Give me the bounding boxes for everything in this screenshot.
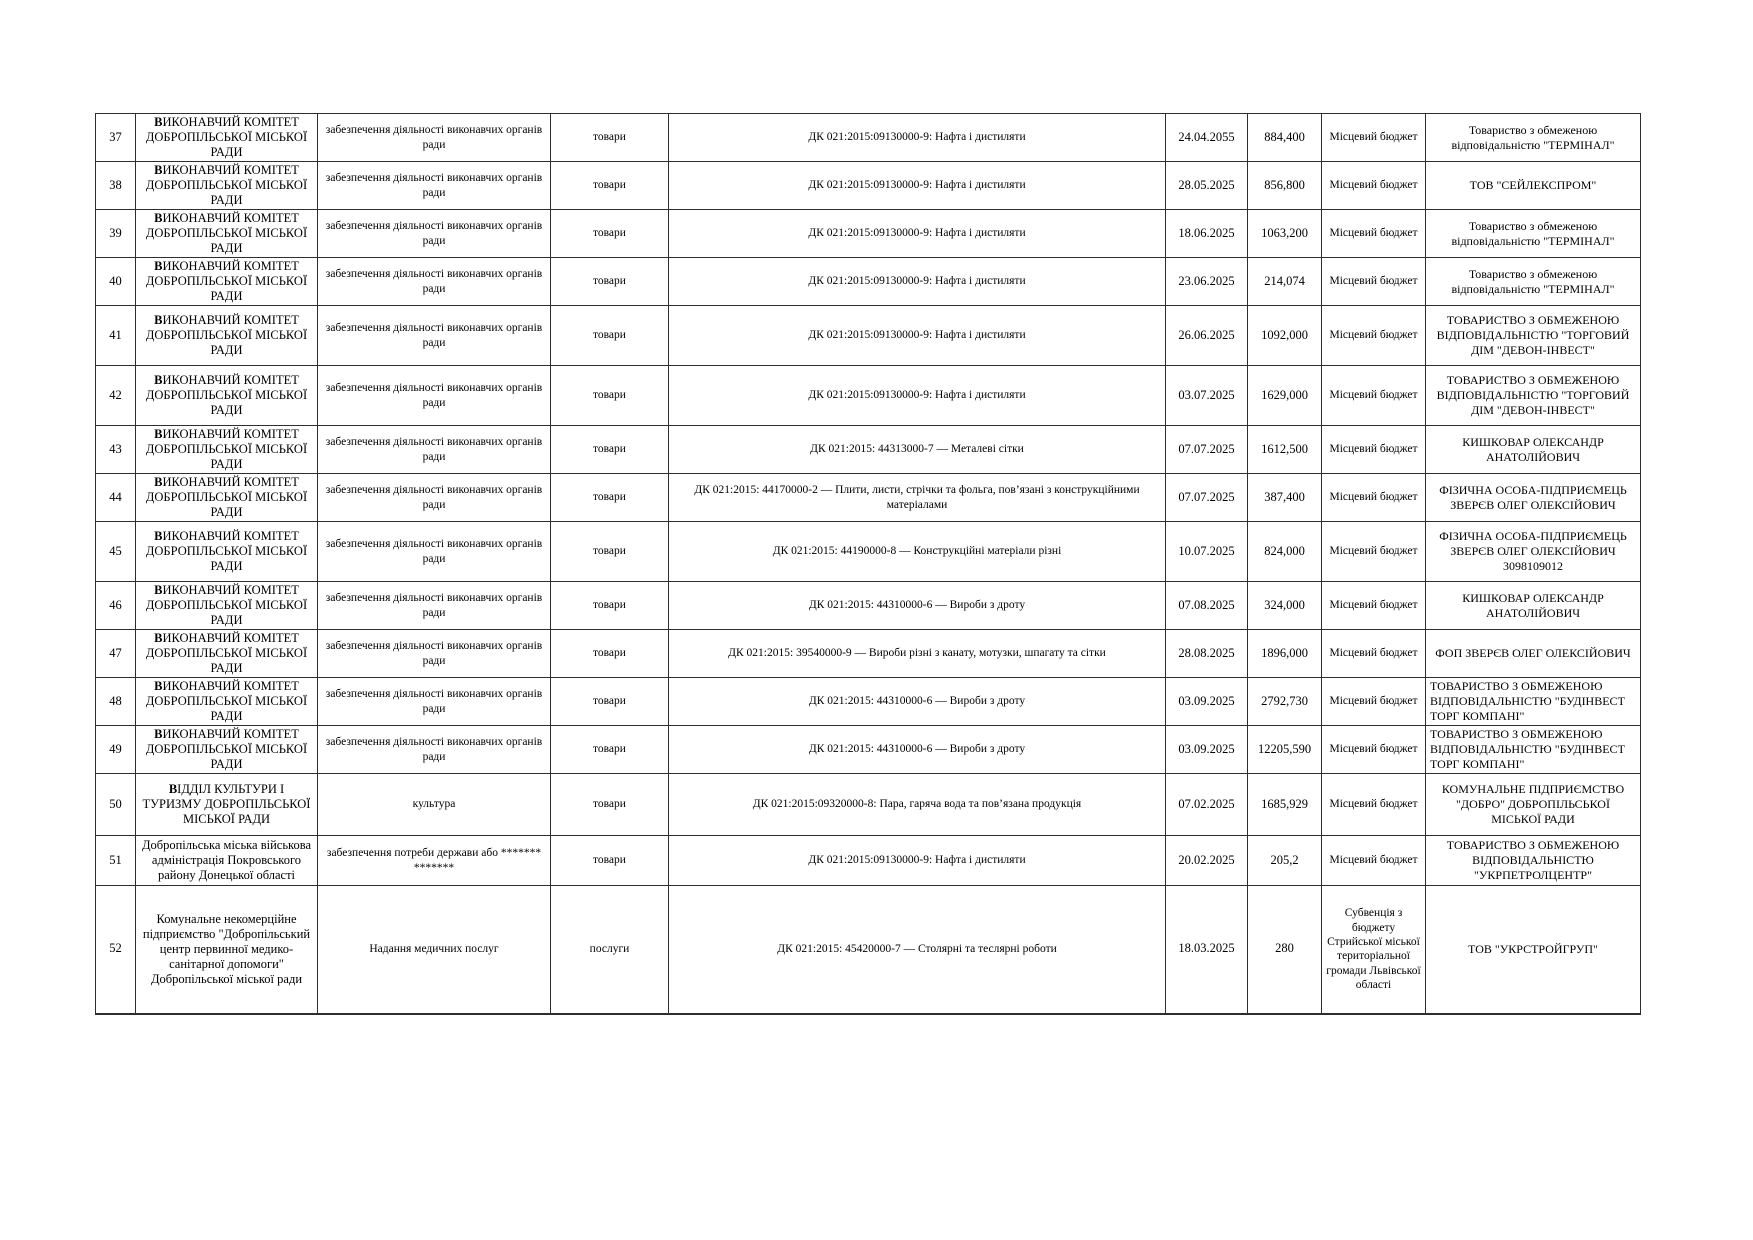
funding-source-cell: Місцевий бюджет [1322, 366, 1426, 426]
contract-amount-cell: 2792,730 [1248, 678, 1322, 726]
procurement-purpose-cell: культура [318, 774, 551, 836]
procurement-type-cell: товари [551, 836, 669, 886]
funding-source-cell: Місцевий бюджет [1322, 630, 1426, 678]
procurement-purpose-cell: забезпечення діяльності виконавчих органів ради [318, 582, 551, 630]
row-number-cell: 51 [96, 836, 136, 886]
organization-cell: ВИКОНАВЧИЙ КОМІТЕТ ДОБРОПІЛЬСЬКОЇ МІСЬКОЇ РАДИ [136, 114, 318, 162]
contract-amount-cell: 1896,000 [1248, 630, 1322, 678]
contract-amount-cell: 12205,590 [1248, 726, 1322, 774]
organization-cell: ВИКОНАВЧИЙ КОМІТЕТ ДОБРОПІЛЬСЬКОЇ МІСЬКОЇ РАДИ [136, 306, 318, 366]
table-body [96, 114, 1641, 1014]
procurement-type-cell: товари [551, 582, 669, 630]
table-row [96, 886, 1641, 1014]
supplier-cell: ТОВАРИСТВО З ОБМЕЖЕНОЮ ВІДПОВІДАЛЬНІСТЮ "ТОРГОВИЙ ДІМ "ДЕВОН-ІНВЕСТ" [1426, 306, 1641, 366]
contract-date-cell: 28.05.2025 [1166, 162, 1248, 210]
organization-cell: ВИКОНАВЧИЙ КОМІТЕТ ДОБРОПІЛЬСЬКОЇ МІСЬКОЇ РАДИ [136, 162, 318, 210]
table-row [96, 774, 1641, 836]
supplier-cell: ТОВ "СЕЙЛЕКСПРОМ" [1426, 162, 1641, 210]
organization-cell: ВИКОНАВЧИЙ КОМІТЕТ ДОБРОПІЛЬСЬКОЇ МІСЬКОЇ РАДИ [136, 258, 318, 306]
classification-cell: ДК 021:2015: 44310000-6 — Вироби з дроту [669, 678, 1166, 726]
funding-source-cell: Місцевий бюджет [1322, 474, 1426, 522]
contract-date-cell: 07.07.2025 [1166, 474, 1248, 522]
contract-amount-cell: 1612,500 [1248, 426, 1322, 474]
funding-source-cell: Місцевий бюджет [1322, 114, 1426, 162]
organization-cell: ВИКОНАВЧИЙ КОМІТЕТ ДОБРОПІЛЬСЬКОЇ МІСЬКОЇ РАДИ [136, 210, 318, 258]
procurement-type-cell: товари [551, 726, 669, 774]
organization-cell: ВИКОНАВЧИЙ КОМІТЕТ ДОБРОПІЛЬСЬКОЇ МІСЬКОЇ РАДИ [136, 678, 318, 726]
organization-cell: ВИКОНАВЧИЙ КОМІТЕТ ДОБРОПІЛЬСЬКОЇ МІСЬКОЇ РАДИ [136, 474, 318, 522]
funding-source-cell: Місцевий бюджет [1322, 258, 1426, 306]
procurement-type-cell: послуги [551, 886, 669, 1014]
row-number-cell: 42 [96, 366, 136, 426]
contract-amount-cell: 205,2 [1248, 836, 1322, 886]
contract-date-cell: 07.07.2025 [1166, 426, 1248, 474]
procurement-purpose-cell: забезпечення діяльності виконавчих органів ради [318, 210, 551, 258]
funding-source-cell: Місцевий бюджет [1322, 774, 1426, 836]
classification-cell: ДК 021:2015:09130000-9: Нафта і дистиляти [669, 366, 1166, 426]
contract-amount-cell: 1685,929 [1248, 774, 1322, 836]
supplier-cell: ФІЗИЧНА ОСОБА-ПІДПРИЄМЕЦЬ ЗВЕРЄВ ОЛЕГ ОЛЕКСІЙОВИЧ [1426, 474, 1641, 522]
organization-cell: ВИКОНАВЧИЙ КОМІТЕТ ДОБРОПІЛЬСЬКОЇ МІСЬКОЇ РАДИ [136, 366, 318, 426]
contract-date-cell: 07.08.2025 [1166, 582, 1248, 630]
procurement-purpose-cell: Надання медичних послуг [318, 886, 551, 1014]
row-number-cell: 47 [96, 630, 136, 678]
organization-cell: Добропільська міська військова адміністрація Покровського району Донецької області [136, 836, 318, 886]
contract-amount-cell: 1629,000 [1248, 366, 1322, 426]
organization-cell: ВИКОНАВЧИЙ КОМІТЕТ ДОБРОПІЛЬСЬКОЇ МІСЬКОЇ РАДИ [136, 630, 318, 678]
table-row [96, 210, 1641, 258]
contract-amount-cell: 1092,000 [1248, 306, 1322, 366]
supplier-cell: КОМУНАЛЬНЕ ПІДПРИЄМСТВО "ДОБРО" ДОБРОПІЛЬСЬКОЇ МІСЬКОЇ РАДИ [1426, 774, 1641, 836]
table-row [96, 582, 1641, 630]
table-row [96, 162, 1641, 210]
row-number-cell: 50 [96, 774, 136, 836]
row-number-cell: 46 [96, 582, 136, 630]
organization-cell: ВИКОНАВЧИЙ КОМІТЕТ ДОБРОПІЛЬСЬКОЇ МІСЬКОЇ РАДИ [136, 726, 318, 774]
classification-cell: ДК 021:2015: 39540000-9 — Вироби різні з канату, мотузки, шпагату та сітки [669, 630, 1166, 678]
supplier-cell: ФІЗИЧНА ОСОБА-ПІДПРИЄМЕЦЬ ЗВЕРЄВ ОЛЕГ ОЛЕКСІЙОВИЧ 3098109012 [1426, 522, 1641, 582]
funding-source-cell: Місцевий бюджет [1322, 426, 1426, 474]
supplier-cell: Товариство з обмеженою відповідальністю "ТЕРМІНАЛ" [1426, 210, 1641, 258]
procurement-purpose-cell: забезпечення діяльності виконавчих органів ради [318, 522, 551, 582]
contract-amount-cell: 824,000 [1248, 522, 1322, 582]
classification-cell: ДК 021:2015:09130000-9: Нафта і дистиляти [669, 114, 1166, 162]
table-row [96, 426, 1641, 474]
supplier-cell: ФОП ЗВЕРЄВ ОЛЕГ ОЛЕКСІЙОВИЧ [1426, 630, 1641, 678]
classification-cell: ДК 021:2015:09130000-9: Нафта і дистиляти [669, 258, 1166, 306]
procurement-type-cell: товари [551, 210, 669, 258]
procurement-purpose-cell: забезпечення діяльності виконавчих органів ради [318, 306, 551, 366]
procurement-type-cell: товари [551, 774, 669, 836]
organization-cell: ВИКОНАВЧИЙ КОМІТЕТ ДОБРОПІЛЬСЬКОЇ МІСЬКОЇ РАДИ [136, 522, 318, 582]
funding-source-cell: Місцевий бюджет [1322, 522, 1426, 582]
table-row [96, 366, 1641, 426]
contract-amount-cell: 214,074 [1248, 258, 1322, 306]
table-row [96, 258, 1641, 306]
table-row [96, 630, 1641, 678]
table-row [96, 678, 1641, 726]
contract-date-cell: 20.02.2025 [1166, 836, 1248, 886]
funding-source-cell: Місцевий бюджет [1322, 678, 1426, 726]
row-number-cell: 52 [96, 886, 136, 1014]
procurement-purpose-cell: забезпечення діяльності виконавчих органів ради [318, 258, 551, 306]
funding-source-cell: Субвенція з бюджету Стрийської міської територіальної громади Львівської області [1322, 886, 1426, 1014]
contract-date-cell: 28.08.2025 [1166, 630, 1248, 678]
row-number-cell: 48 [96, 678, 136, 726]
table-row [96, 306, 1641, 366]
classification-cell: ДК 021:2015:09320000-8: Пара, гаряча вода та пов’язана продукція [669, 774, 1166, 836]
classification-cell: ДК 021:2015: 44310000-6 — Вироби з дроту [669, 582, 1166, 630]
supplier-cell: ТОВ "УКРСТРОЙГРУП" [1426, 886, 1641, 1014]
contract-date-cell: 23.06.2025 [1166, 258, 1248, 306]
supplier-cell: КИШКОВАР ОЛЕКСАНДР АНАТОЛІЙОВИЧ [1426, 426, 1641, 474]
row-number-cell: 40 [96, 258, 136, 306]
supplier-cell: КИШКОВАР ОЛЕКСАНДР АНАТОЛІЙОВИЧ [1426, 582, 1641, 630]
procurement-purpose-cell: забезпечення діяльності виконавчих органів ради [318, 162, 551, 210]
classification-cell: ДК 021:2015: 44313000-7 — Металеві сітки [669, 426, 1166, 474]
procurement-type-cell: товари [551, 306, 669, 366]
contract-date-cell: 03.09.2025 [1166, 726, 1248, 774]
classification-cell: ДК 021:2015:09130000-9: Нафта і дистиляти [669, 306, 1166, 366]
classification-cell: ДК 021:2015: 45420000-7 — Столярні та теслярні роботи [669, 886, 1166, 1014]
funding-source-cell: Місцевий бюджет [1322, 306, 1426, 366]
procurement-type-cell: товари [551, 114, 669, 162]
table-row [96, 474, 1641, 522]
row-number-cell: 39 [96, 210, 136, 258]
procurement-purpose-cell: забезпечення діяльності виконавчих органів ради [318, 678, 551, 726]
supplier-cell: Товариство з обмеженою відповідальністю "ТЕРМІНАЛ" [1426, 258, 1641, 306]
procurement-purpose-cell: забезпечення діяльності виконавчих органів ради [318, 426, 551, 474]
organization-cell: ВИКОНАВЧИЙ КОМІТЕТ ДОБРОПІЛЬСЬКОЇ МІСЬКОЇ РАДИ [136, 582, 318, 630]
row-number-cell: 41 [96, 306, 136, 366]
row-number-cell: 37 [96, 114, 136, 162]
supplier-cell: ТОВАРИСТВО З ОБМЕЖЕНОЮ ВІДПОВІДАЛЬНІСТЮ "ТОРГОВИЙ ДІМ "ДЕВОН-ІНВЕСТ" [1426, 366, 1641, 426]
supplier-cell: ТОВАРИСТВО З ОБМЕЖЕНОЮ ВІДПОВІДАЛЬНІСТЮ "БУДІНВЕСТ ТОРГ КОМПАНІ" [1426, 678, 1641, 726]
classification-cell: ДК 021:2015:09130000-9: Нафта і дистиляти [669, 162, 1166, 210]
procurement-type-cell: товари [551, 678, 669, 726]
organization-cell: ВИКОНАВЧИЙ КОМІТЕТ ДОБРОПІЛЬСЬКОЇ МІСЬКОЇ РАДИ [136, 426, 318, 474]
procurement-type-cell: товари [551, 522, 669, 582]
row-number-cell: 38 [96, 162, 136, 210]
supplier-cell: ТОВАРИСТВО З ОБМЕЖЕНОЮ ВІДПОВІДАЛЬНІСТЮ "УКРПЕТРОЛЦЕНТР" [1426, 836, 1641, 886]
organization-cell: ВІДДІЛ КУЛЬТУРИ І ТУРИЗМУ ДОБРОПІЛЬСЬКОЇ МІСЬКОЇ РАДИ [136, 774, 318, 836]
contract-amount-cell: 884,400 [1248, 114, 1322, 162]
classification-cell: ДК 021:2015: 44170000-2 — Плити, листи, стрічки та фольга, пов’язані з конструкційними матеріалами [669, 474, 1166, 522]
procurement-purpose-cell: забезпечення діяльності виконавчих органів ради [318, 474, 551, 522]
contract-date-cell: 03.07.2025 [1166, 366, 1248, 426]
supplier-cell: ТОВАРИСТВО З ОБМЕЖЕНОЮ ВІДПОВІДАЛЬНІСТЮ "БУДІНВЕСТ ТОРГ КОМПАНІ" [1426, 726, 1641, 774]
procurement-type-cell: товари [551, 426, 669, 474]
contract-amount-cell: 280 [1248, 886, 1322, 1014]
procurement-purpose-cell: забезпечення діяльності виконавчих органів ради [318, 630, 551, 678]
classification-cell: ДК 021:2015: 44190000-8 — Конструкційні матеріали різні [669, 522, 1166, 582]
classification-cell: ДК 021:2015:09130000-9: Нафта і дистиляти [669, 836, 1166, 886]
contract-amount-cell: 387,400 [1248, 474, 1322, 522]
procurement-table [95, 113, 1641, 1015]
funding-source-cell: Місцевий бюджет [1322, 582, 1426, 630]
procurement-type-cell: товари [551, 366, 669, 426]
funding-source-cell: Місцевий бюджет [1322, 162, 1426, 210]
row-number-cell: 44 [96, 474, 136, 522]
table-row [96, 836, 1641, 886]
table-row [96, 726, 1641, 774]
contract-date-cell: 26.06.2025 [1166, 306, 1248, 366]
contract-amount-cell: 1063,200 [1248, 210, 1322, 258]
contract-amount-cell: 856,800 [1248, 162, 1322, 210]
classification-cell: ДК 021:2015:09130000-9: Нафта і дистиляти [669, 210, 1166, 258]
row-number-cell: 45 [96, 522, 136, 582]
funding-source-cell: Місцевий бюджет [1322, 726, 1426, 774]
procurement-purpose-cell: забезпечення потреби держави або ******* ******* [318, 836, 551, 886]
contract-date-cell: 18.03.2025 [1166, 886, 1248, 1014]
contract-date-cell: 18.06.2025 [1166, 210, 1248, 258]
contract-date-cell: 03.09.2025 [1166, 678, 1248, 726]
row-number-cell: 43 [96, 426, 136, 474]
procurement-purpose-cell: забезпечення діяльності виконавчих органів ради [318, 114, 551, 162]
funding-source-cell: Місцевий бюджет [1322, 836, 1426, 886]
contract-date-cell: 10.07.2025 [1166, 522, 1248, 582]
table-row [96, 522, 1641, 582]
row-number-cell: 49 [96, 726, 136, 774]
procurement-type-cell: товари [551, 258, 669, 306]
procurement-purpose-cell: забезпечення діяльності виконавчих органів ради [318, 726, 551, 774]
procurement-type-cell: товари [551, 474, 669, 522]
contract-date-cell: 07.02.2025 [1166, 774, 1248, 836]
procurement-type-cell: товари [551, 630, 669, 678]
procurement-type-cell: товари [551, 162, 669, 210]
contract-date-cell: 24.04.2055 [1166, 114, 1248, 162]
classification-cell: ДК 021:2015: 44310000-6 — Вироби з дроту [669, 726, 1166, 774]
contract-amount-cell: 324,000 [1248, 582, 1322, 630]
funding-source-cell: Місцевий бюджет [1322, 210, 1426, 258]
table-row [96, 114, 1641, 162]
organization-cell: Комунальне некомерційне підприємство "Добропільський центр первинної медико-санітарної допомоги" Добропільської міської ради [136, 886, 318, 1014]
procurement-purpose-cell: забезпечення діяльності виконавчих органів ради [318, 366, 551, 426]
supplier-cell: Товариство з обмеженою відповідальністю "ТЕРМІНАЛ" [1426, 114, 1641, 162]
